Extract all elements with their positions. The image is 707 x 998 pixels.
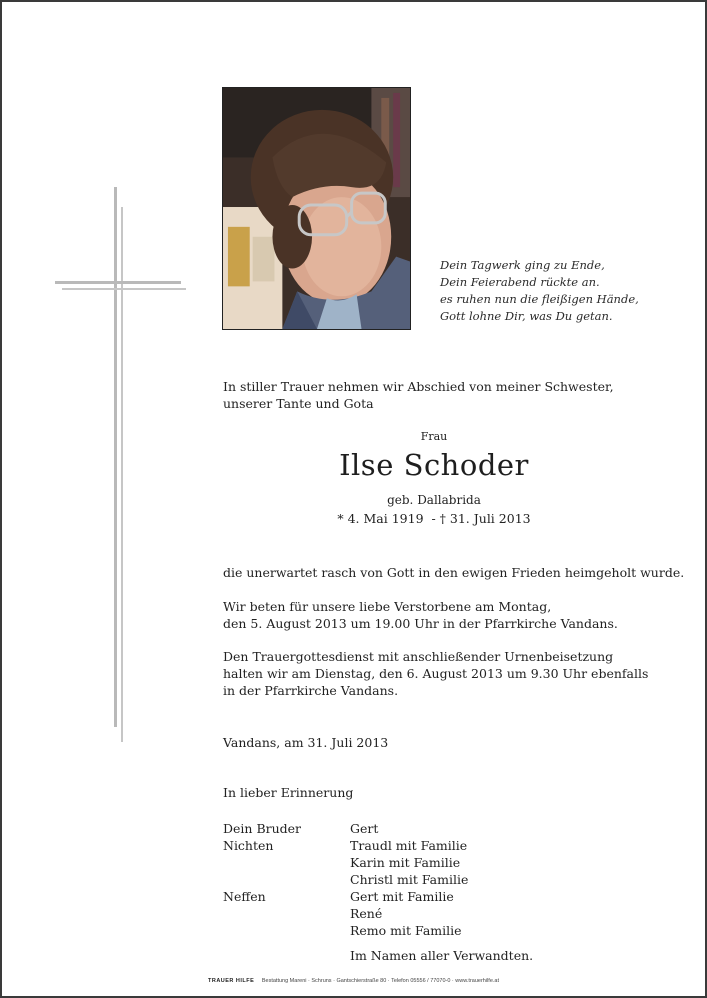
family-relation: Dein Bruder xyxy=(223,821,302,836)
paragraph-line: den 5. August 2013 um 19.00 Uhr in der Pfarrkirche Vandans. xyxy=(223,616,618,631)
poem xyxy=(440,257,639,325)
intro-line: In stiller Trauer nehmen wir Abschied von meiner Schwester, xyxy=(223,379,614,394)
poem-line: Gott lohne Dir, was Du getan. xyxy=(440,309,613,323)
poem-line: Dein Tagwerk ging zu Ende, xyxy=(440,258,605,272)
memory-line: In lieber Erinnerung xyxy=(223,785,354,800)
family-member: René xyxy=(350,906,383,921)
family-list xyxy=(223,820,468,939)
family-member: Karin mit Familie xyxy=(350,855,461,870)
family-group xyxy=(223,837,468,888)
cross-vertical-line xyxy=(114,187,117,727)
paragraph-line: Wir beten für unsere liebe Verstorbene am Montag, xyxy=(223,599,552,614)
family-relation: Nichten xyxy=(223,838,274,853)
paragraph-line: in der Pfarrkirche Vandans. xyxy=(223,683,399,698)
family-member: Gert xyxy=(350,821,379,836)
deceased-name: Ilse Schoder xyxy=(339,448,529,482)
cross-horizontal-line-shadow xyxy=(62,288,186,290)
family-member: Remo mit Familie xyxy=(350,923,462,938)
birth-name: geb. Dallabrida xyxy=(387,493,481,507)
paragraph-line: Den Trauergottesdienst mit anschließender Urnenbeisetzung xyxy=(223,649,614,664)
poem-line: Dein Feierabend rückte an. xyxy=(440,275,600,289)
footer-brand: TRAUER HILFE xyxy=(207,978,255,984)
life-dates: * 4. Mai 1919 - † 31. Juli 2013 xyxy=(337,511,531,526)
paragraph-line: die unerwartet rasch von Gott in den ewigen Frieden heimgeholt wurde. xyxy=(223,565,685,580)
footer xyxy=(2,978,705,984)
family-names xyxy=(350,837,468,888)
poem-line: es ruhen nun die fleißigen Hände, xyxy=(440,292,639,306)
passing-paragraph xyxy=(223,564,684,581)
family-member: Gert mit Familie xyxy=(350,889,454,904)
portrait-photo xyxy=(222,87,411,330)
family-names xyxy=(350,888,462,939)
intro-text xyxy=(223,378,614,412)
portrait-image xyxy=(223,88,410,329)
prayer-paragraph xyxy=(223,598,618,632)
footer-address: Bestattung Mareni · Schruns · Gantschierstraße 80 · Telefon 05556 / 77070-0 · www.trauerhilfe.at xyxy=(261,978,499,984)
intro-line: unserer Tante und Gota xyxy=(223,396,374,411)
paragraph-line: halten wir am Dienstag, den 6. August 2013 um 9.30 Uhr ebenfalls xyxy=(223,666,649,681)
family-relation: Neffen xyxy=(223,889,266,904)
deceased-title: Frau xyxy=(420,430,448,443)
cross-horizontal-line xyxy=(55,281,181,284)
family-group xyxy=(223,820,468,837)
place-date: Vandans, am 31. Juli 2013 xyxy=(223,735,389,750)
family-member: Traudl mit Familie xyxy=(350,838,468,853)
closing-line: Im Namen aller Verwandten. xyxy=(350,948,534,963)
funeral-paragraph xyxy=(223,648,648,699)
family-member: Christl mit Familie xyxy=(350,872,469,887)
family-names xyxy=(350,820,378,837)
family-group xyxy=(223,888,468,939)
